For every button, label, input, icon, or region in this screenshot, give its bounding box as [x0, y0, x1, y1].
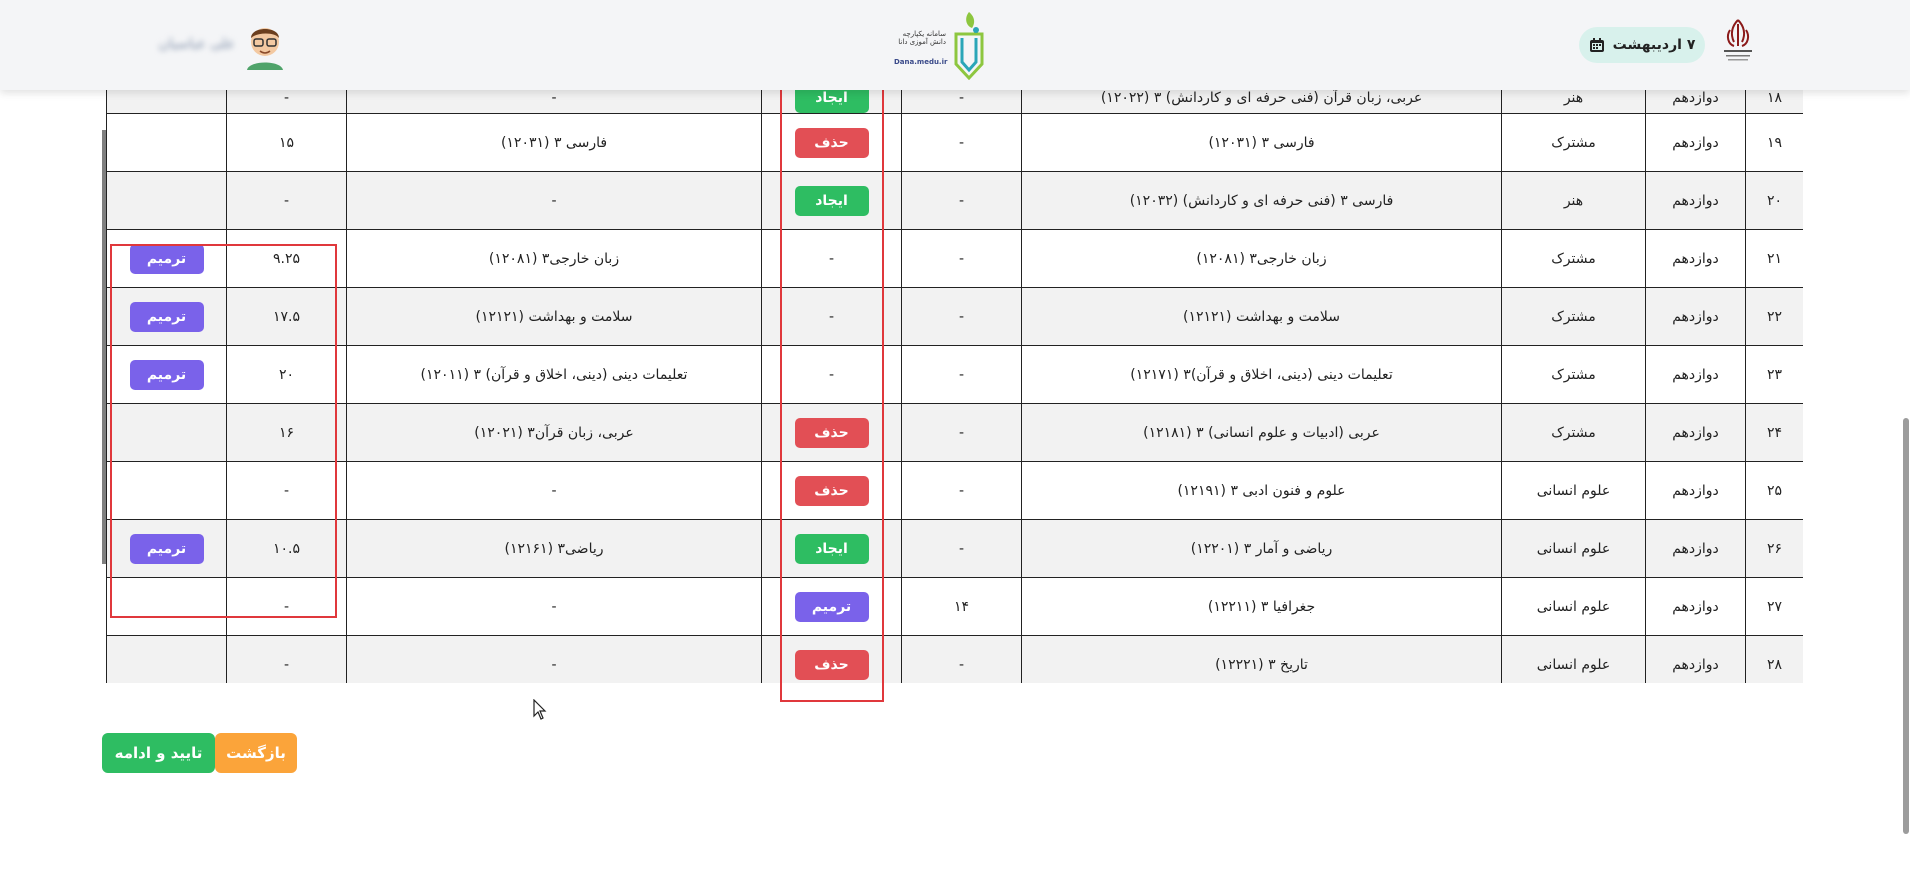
action-red-button[interactable]: حذف	[795, 650, 869, 680]
fix-button[interactable]: ترمیم	[130, 244, 204, 274]
score-cell: ۱۶	[227, 404, 347, 462]
branch-cell: علوم انسانی	[1502, 520, 1646, 578]
previous-course-cell: -	[347, 578, 762, 636]
course-name-cell: فارسی ۳ (فنی حرفه ای و کاردانش) (۱۲۰۳۲)	[1022, 172, 1502, 230]
grade-cell: دوازدهم	[1646, 462, 1746, 520]
row-number-cell: ۱۸	[1746, 83, 1804, 114]
mouse-cursor-icon	[533, 699, 547, 721]
table-row	[107, 230, 1804, 288]
grade-cell: دوازدهم	[1646, 346, 1746, 404]
unit-cell: -	[902, 83, 1022, 114]
grade-cell: دوازدهم	[1646, 172, 1746, 230]
action-cell	[762, 404, 902, 462]
unit-cell: -	[902, 172, 1022, 230]
action-red-button[interactable]: حذف	[795, 418, 869, 448]
action-cell	[762, 520, 902, 578]
previous-course-cell: -	[347, 462, 762, 520]
row-number-cell: ۲۴	[1746, 404, 1804, 462]
date-text: ۷ اردیبهشت	[1612, 37, 1696, 53]
course-name-cell: ریاضی و آمار ۳ (۱۲۲۰۱)	[1022, 520, 1502, 578]
course-name-cell: فارسی ۳ (۱۲۰۳۱)	[1022, 114, 1502, 172]
action-cell	[762, 172, 902, 230]
score-cell: -	[227, 83, 347, 114]
fix-cell	[107, 404, 227, 462]
row-number-cell: ۲۲	[1746, 288, 1804, 346]
unit-cell: -	[902, 462, 1022, 520]
previous-course-cell: زبان خارجی۳ (۱۲۰۸۱)	[347, 230, 762, 288]
row-number-cell: ۱۹	[1746, 114, 1804, 172]
fix-cell	[107, 172, 227, 230]
action-red-button[interactable]: حذف	[795, 128, 869, 158]
row-number-cell: ۲۰	[1746, 172, 1804, 230]
course-name-cell: تعلیمات دینی (دینی، اخلاق و قرآن)۳ (۱۲۱۷۱)	[1022, 346, 1502, 404]
previous-course-cell: سلامت و بهداشت (۱۲۱۲۱)	[347, 288, 762, 346]
unit-cell: -	[902, 520, 1022, 578]
course-name-cell: تاریخ ۳ (۱۲۲۲۱)	[1022, 636, 1502, 684]
previous-course-cell: فارسی ۳ (۱۲۰۳۱)	[347, 114, 762, 172]
date-badge	[1579, 27, 1705, 63]
previous-course-cell: ریاضی۳ (۱۲۱۶۱)	[347, 520, 762, 578]
fix-cell	[107, 578, 227, 636]
course-name-cell: علوم و فنون ادبی ۳ (۱۲۱۹۱)	[1022, 462, 1502, 520]
action-cell	[762, 636, 902, 684]
unit-cell: -	[902, 636, 1022, 684]
score-cell: ۹.۲۵	[227, 230, 347, 288]
table-row	[107, 636, 1804, 684]
row-number-cell: ۲۸	[1746, 636, 1804, 684]
branch-cell: مشترک	[1502, 346, 1646, 404]
row-number-cell: ۲۷	[1746, 578, 1804, 636]
branch-cell: علوم انسانی	[1502, 462, 1646, 520]
course-name-cell: عربی (ادبیات و علوم انسانی) ۳ (۱۲۱۸۱)	[1022, 404, 1502, 462]
branch-cell: علوم انسانی	[1502, 636, 1646, 684]
logo-text: سامانه یکپارچه دانش آموزی دانا	[898, 30, 946, 46]
grade-cell: دوازدهم	[1646, 404, 1746, 462]
grade-cell: دوازدهم	[1646, 114, 1746, 172]
course-name-cell: زبان خارجی۳ (۱۲۰۸۱)	[1022, 230, 1502, 288]
fix-cell	[107, 230, 227, 288]
score-cell: -	[227, 636, 347, 684]
grade-cell: دوازدهم	[1646, 83, 1746, 114]
table-row	[107, 114, 1804, 172]
calendar-icon	[1589, 37, 1605, 53]
score-cell: -	[227, 462, 347, 520]
pencil-logo-icon	[950, 8, 988, 80]
table-row	[107, 288, 1804, 346]
course-name-cell: عربی، زبان قرآن (فنی حرفه ای و کاردانش) ۳ (۱۲۰۲۲)	[1022, 83, 1502, 114]
grade-cell: دوازدهم	[1646, 520, 1746, 578]
score-cell: ۱۵	[227, 114, 347, 172]
previous-course-cell: -	[347, 636, 762, 684]
fix-button[interactable]: ترمیم	[130, 360, 204, 390]
previous-course-cell: تعلیمات دینی (دینی، اخلاق و قرآن) ۳ (۱۲۰۱۱)	[347, 346, 762, 404]
score-cell: ۲۰	[227, 346, 347, 404]
unit-cell: -	[902, 404, 1022, 462]
table-row	[107, 578, 1804, 636]
row-number-cell: ۲۱	[1746, 230, 1804, 288]
grade-cell: دوازدهم	[1646, 578, 1746, 636]
grade-cell: دوازدهم	[1646, 636, 1746, 684]
action-green-button[interactable]: ایجاد	[795, 534, 869, 564]
table-row	[107, 462, 1804, 520]
dana-logo	[888, 8, 988, 80]
action-cell	[762, 462, 902, 520]
branch-cell: علوم انسانی	[1502, 578, 1646, 636]
unit-cell: -	[902, 114, 1022, 172]
score-cell: ۱۷.۵	[227, 288, 347, 346]
course-name-cell: سلامت و بهداشت (۱۲۱۲۱)	[1022, 288, 1502, 346]
table-row	[107, 404, 1804, 462]
fix-button[interactable]: ترمیم	[130, 302, 204, 332]
action-cell: -	[762, 230, 902, 288]
page-scrollbar[interactable]	[1903, 418, 1909, 834]
action-cell	[762, 578, 902, 636]
action-cell	[762, 114, 902, 172]
fix-cell	[107, 462, 227, 520]
top-header	[0, 0, 1910, 90]
fix-button[interactable]: ترمیم	[130, 534, 204, 564]
table-row	[107, 520, 1804, 578]
action-cell: -	[762, 288, 902, 346]
back-button[interactable]: بازگشت	[215, 733, 297, 773]
fix-cell	[107, 288, 227, 346]
confirm-continue-button[interactable]: تایید و ادامه	[102, 733, 215, 773]
avatar[interactable]	[243, 20, 287, 70]
fix-cell	[107, 636, 227, 684]
unit-cell: -	[902, 288, 1022, 346]
action-red-button[interactable]: حذف	[795, 476, 869, 506]
courses-table-container[interactable]	[106, 82, 1803, 683]
action-purple-button[interactable]: ترمیم	[795, 592, 869, 622]
course-name-cell: جغرافیا ۳ (۱۲۲۱۱)	[1022, 578, 1502, 636]
row-number-cell: ۲۳	[1746, 346, 1804, 404]
branch-cell: مشترک	[1502, 288, 1646, 346]
row-number-cell: ۲۶	[1746, 520, 1804, 578]
branch-cell: مشترک	[1502, 114, 1646, 172]
logo-url: Dana.medu.ir	[894, 58, 948, 66]
branch-cell: هنر	[1502, 172, 1646, 230]
score-cell: -	[227, 578, 347, 636]
courses-table	[106, 82, 1803, 683]
grade-cell: دوازدهم	[1646, 288, 1746, 346]
branch-cell: مشترک	[1502, 230, 1646, 288]
score-cell: ۱۰.۵	[227, 520, 347, 578]
previous-course-cell: -	[347, 172, 762, 230]
user-name: علی عباسیان	[158, 36, 235, 52]
branch-cell: مشترک	[1502, 404, 1646, 462]
score-cell: -	[227, 172, 347, 230]
action-green-button[interactable]: ایجاد	[795, 83, 869, 113]
unit-cell: -	[902, 230, 1022, 288]
iran-emblem-icon	[1718, 16, 1758, 62]
table-row	[107, 346, 1804, 404]
action-cell: -	[762, 346, 902, 404]
unit-cell: ۱۴	[902, 578, 1022, 636]
action-green-button[interactable]: ایجاد	[795, 186, 869, 216]
branch-cell: هنر	[1502, 83, 1646, 114]
grade-cell: دوازدهم	[1646, 230, 1746, 288]
table-scrollbar[interactable]	[102, 130, 106, 564]
fix-cell	[107, 520, 227, 578]
fix-cell	[107, 114, 227, 172]
previous-course-cell: عربی، زبان قرآن۳ (۱۲۰۲۱)	[347, 404, 762, 462]
previous-course-cell: -	[347, 83, 762, 114]
table-row	[107, 172, 1804, 230]
fix-cell	[107, 346, 227, 404]
unit-cell: -	[902, 346, 1022, 404]
row-number-cell: ۲۵	[1746, 462, 1804, 520]
